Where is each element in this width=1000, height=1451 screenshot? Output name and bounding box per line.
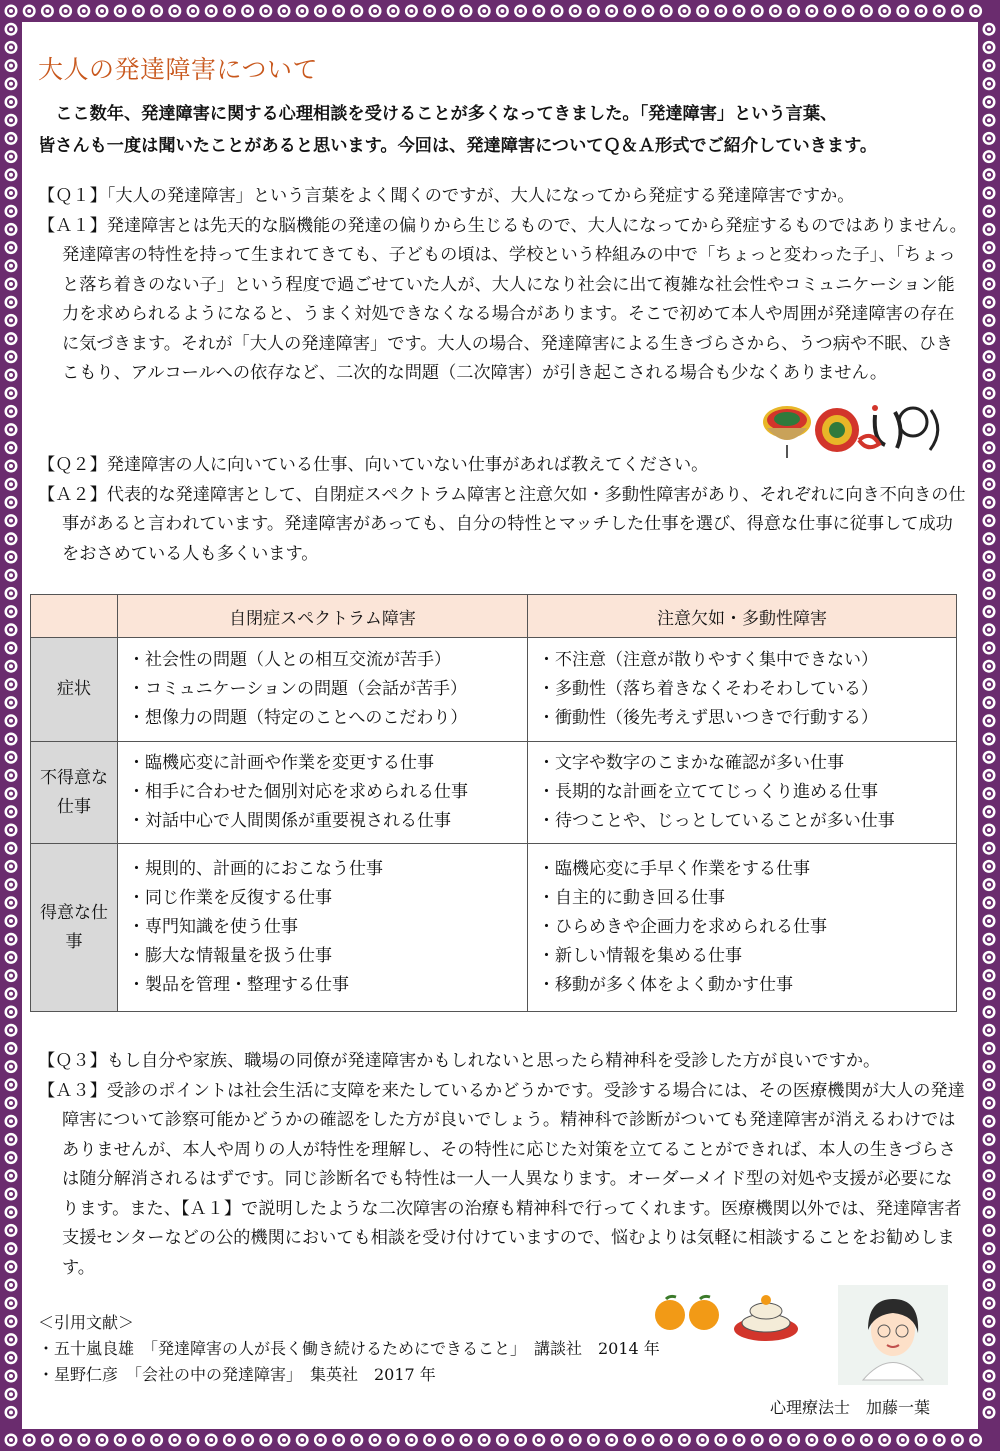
list-item: ・多動性（落ち着きなくそわそわしている） [538, 679, 879, 699]
list-item: ・移動が多く体をよく動かす仕事 [538, 975, 794, 995]
list-item: ・専門知識を使う仕事 [128, 917, 298, 937]
comparison-table [30, 594, 957, 1012]
author-signature: 心理療法士 加藤一葉 [770, 1398, 931, 1417]
list-item: ・対話中心で人間関係が重要視される仕事 [128, 811, 451, 831]
row-label: 得意な仕事 [31, 844, 118, 1012]
row-label: 症状 [31, 638, 118, 742]
list-item: ・膨大な情報量を扱う仕事 [128, 946, 332, 966]
table-header-asd: 自閉症スペクトラム障害 [118, 595, 528, 638]
cell-asd [118, 844, 528, 1012]
table-row [31, 844, 957, 1012]
list-item: ・同じ作業を反復する仕事 [128, 888, 332, 908]
table-corner-cell [31, 595, 118, 638]
list-item: ・ひらめきや企画力を求められる仕事 [538, 917, 828, 937]
qa-section-3 [38, 1047, 968, 1283]
list-item: ・不注意（注意が散りやすく集中できない） [538, 650, 879, 670]
question-1: 【Ｑ１】「大人の発達障害」という言葉をよく聞くのですが、大人になってから発症する発達障害ですか。 [38, 186, 855, 206]
table-row [31, 742, 957, 844]
references-heading: ＜引用文献＞ [38, 1313, 135, 1332]
list-item: ・臨機応変に計画や作業を変更する仕事 [128, 753, 434, 773]
list-item: ・衝動性（後先考えず思いつきで行動する） [538, 708, 879, 728]
table-row [31, 638, 957, 742]
qa-section-1 [38, 182, 968, 389]
list-item: ・規則的、計画的におこなう仕事 [128, 859, 383, 879]
qa-section-2 [38, 451, 968, 569]
cell-adhd [528, 638, 957, 742]
list-item: ・新しい情報を集める仕事 [538, 946, 743, 966]
cell-adhd [528, 844, 957, 1012]
list-item: ・製品を管理・整理する仕事 [128, 975, 349, 995]
list-item: ・社会性の問題（人との相互交流が苦手） [128, 650, 451, 670]
cell-asd [118, 638, 528, 742]
page-title: 大人の発達障害について [38, 55, 319, 84]
oranges-mochi-illustration [650, 1285, 820, 1355]
intro-line: 皆さんも一度は聞いたことがあると思います。今回は、発達障害についてＱ＆Ａ形式でご紹介していきます。 [38, 136, 878, 156]
reference-item: ・星野仁彦 「会社の中の発達障害」 集英社 2017 年 [38, 1365, 436, 1384]
list-item: ・長期的な計画を立ててじっくり進める仕事 [538, 782, 879, 802]
question-3: 【Ｑ３】もし自分や家族、職場の同僚が発達障害かもしれないと思ったら精神科を受診した方が良いですか。 [38, 1051, 881, 1071]
intro-paragraph [38, 98, 968, 162]
intro-line: ここ数年、発達障害に関する心理相談を受けることが多くなってきました。「発達障害」という言葉、 [38, 104, 838, 124]
list-item: ・想像力の問題（特定のことへのこだわり） [128, 708, 468, 728]
mochi-icon [734, 1295, 798, 1341]
cell-asd [118, 742, 528, 844]
spinning-top-icon [815, 408, 859, 452]
list-item: ・相手に合わせた個別対応を求められる仕事 [128, 782, 468, 802]
references [38, 1310, 660, 1388]
list-item: ・待つことや、じっとしていることが多い仕事 [538, 811, 895, 831]
therapist-portrait [838, 1285, 948, 1385]
question-2: 【Ｑ２】発達障害の人に向いている仕事、向いていない仕事があれば教えてください。 [38, 455, 709, 475]
table-header-row [31, 595, 957, 638]
list-item: ・文字や数字のこまかな確認が多い仕事 [538, 753, 845, 773]
reference-item: ・五十嵐良雄 「発達障害の人が長く働き続けるためにできること」 講談社 2014 年 [38, 1339, 660, 1358]
list-item: ・臨機応変に手早く作業をする仕事 [538, 859, 811, 879]
answer-2: 【Ａ２】代表的な発達障害として、自閉症スペクトラム障害と注意欠如・多動性障害があり、それぞれに向き不向きの仕事があると言われています。発達障害があっても、自分の特性とマッチした仕事を選び、得意な仕事に従事して成功をおさめている人も多くいます。 [38, 484, 966, 564]
list-item: ・コミュニケーションの問題（会話が苦手） [128, 679, 467, 699]
answer-3: 【Ａ３】受診のポイントは社会生活に支障を来たしているかどうかです。受診する場合には、その医療機関が大人の発達障害について診察可能かどうかの確認をした方が良いでしょう。精神科で診断がついても発達障害が消えるわけではありませんが、本人や周りの人が特性を理解し、その特性に応じた対策を立てることができれば、本人の生きづらさは随分解消されるはずです。同じ診断名でも特性は一人一人異なります。オーダーメイド型の対処や支援が必要になります。また、【Ａ１】で説明したような二次障害の治療も精神科で行ってくれます。医療機関以外では、発達障害者支援センターなどの公的機関においても相談を受け付けていますので、悩むよりは気軽に相談することをお勧めします。 [38, 1080, 965, 1278]
row-label: 不得意な仕事 [31, 742, 118, 844]
list-item: ・自主的に動き回る仕事 [538, 888, 726, 908]
orange-icon [689, 1296, 719, 1330]
answer-1: 【Ａ１】発達障害とは先天的な脳機能の発達の偏りから生じるもので、大人になってから発症するものではありません。発達障害の特性を持って生まれてきても、子どもの頃は、学校という枠組みの中で「ちょっと変わった子」、「ちょっと落ち着きのない子」という程度で過ごせていた人が、大人になり社会に出て複雑な社会性やコミュニケーション能力を求められるようになると、うまく対処できなくなる場合があります。そこで初めて本人や周囲が発達障害の存在に気づきます。それが「大人の発達障害」です。大人の場合、発達障害による生きづらさから、うつ病や不眠、ひきこもり、アルコールへの依存など、二次的な問題（二次障害）が引き起こされる場合も少なくありません。 [38, 215, 967, 383]
noshi-calligraphy-icon [859, 405, 938, 450]
cell-adhd [528, 742, 957, 844]
table-header-adhd: 注意欠如・多動性障害 [528, 595, 957, 638]
